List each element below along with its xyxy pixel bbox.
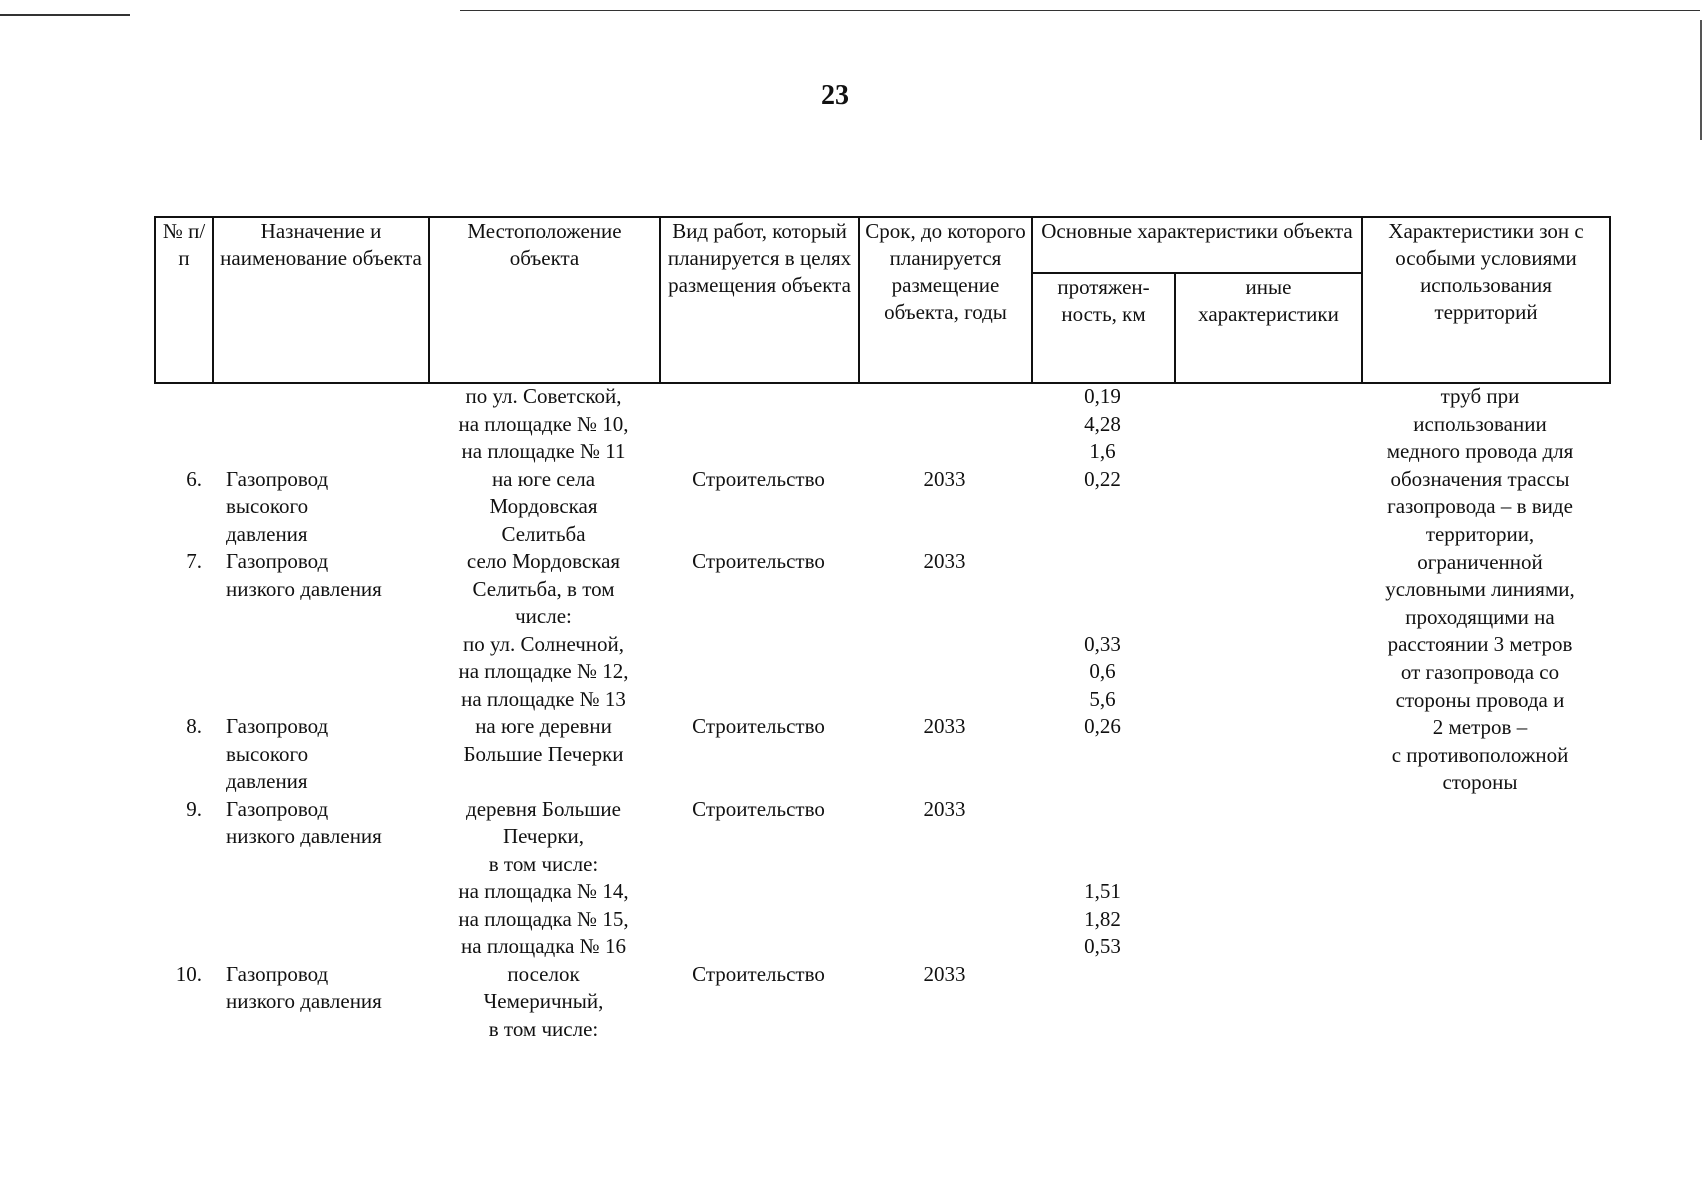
zone-line: использовании bbox=[1413, 411, 1547, 436]
header-zones: Характеристики зон с особыми условиями использования территорий bbox=[1362, 217, 1610, 383]
row-number bbox=[154, 411, 212, 439]
row-work-type: Строительство bbox=[692, 961, 825, 986]
row-work-type bbox=[659, 933, 858, 961]
zone-line: условными линиями, bbox=[1385, 577, 1575, 602]
row-name bbox=[212, 933, 428, 961]
row-year bbox=[858, 686, 1031, 714]
table-header bbox=[154, 216, 1611, 384]
row-work-type bbox=[659, 658, 858, 686]
row-name bbox=[212, 1016, 428, 1044]
table-row bbox=[154, 548, 1174, 576]
row-number: 9. bbox=[186, 796, 202, 821]
table-row bbox=[154, 493, 1174, 521]
zone-line: обозначения трассы bbox=[1390, 466, 1570, 491]
row-length bbox=[1031, 851, 1174, 879]
table-row bbox=[154, 768, 1174, 796]
row-year bbox=[858, 878, 1031, 906]
zone-line: труб при bbox=[1440, 384, 1520, 408]
row-length: 1,6 bbox=[1089, 439, 1116, 463]
row-name bbox=[212, 878, 428, 906]
row-year: 2033 bbox=[923, 549, 966, 573]
header-deadline: Срок, до которого планируется размещение объекта, годы bbox=[859, 217, 1032, 383]
row-year bbox=[858, 493, 1031, 521]
row-length: 0,53 bbox=[1084, 934, 1121, 958]
row-year bbox=[858, 576, 1031, 604]
zone-line: ограниченной bbox=[1417, 549, 1543, 574]
row-length: 0,19 bbox=[1084, 384, 1121, 408]
row-number: 10. bbox=[175, 961, 202, 986]
row-year bbox=[858, 521, 1031, 549]
row-work-type bbox=[659, 878, 858, 906]
row-number bbox=[154, 988, 212, 1016]
row-number: 6. bbox=[186, 466, 202, 491]
scan-edge-top-left bbox=[0, 14, 130, 16]
row-location bbox=[428, 768, 659, 796]
row-work-type bbox=[659, 521, 858, 549]
row-length bbox=[1031, 741, 1174, 769]
table-row bbox=[154, 988, 1174, 1016]
row-location: на юге села bbox=[491, 466, 596, 491]
header-length: протяжен-ность, км bbox=[1032, 273, 1175, 383]
row-number bbox=[154, 1016, 212, 1044]
row-year bbox=[858, 906, 1031, 934]
row-length: 0,26 bbox=[1084, 714, 1121, 738]
row-length bbox=[1031, 521, 1174, 549]
row-location: на площадке № 13 bbox=[461, 686, 626, 711]
row-location: на площадке № 12, bbox=[458, 659, 629, 683]
row-number bbox=[154, 383, 212, 411]
row-year: 2033 bbox=[923, 961, 966, 986]
row-length bbox=[1031, 548, 1174, 576]
zone-line: с противоположной bbox=[1391, 742, 1569, 767]
scan-edge-top bbox=[460, 10, 1700, 11]
header-main-characteristics: Основные характеристики объекта bbox=[1032, 217, 1362, 273]
row-name: Газопровод bbox=[226, 714, 329, 738]
row-name: давления bbox=[226, 769, 308, 793]
zone-line: стороны bbox=[1442, 770, 1518, 795]
row-year bbox=[858, 741, 1031, 769]
table-row bbox=[154, 658, 1174, 686]
row-location: Большие Печерки bbox=[463, 741, 624, 766]
row-location: на площадка № 15, bbox=[458, 906, 629, 931]
row-work-type bbox=[659, 851, 858, 879]
row-year bbox=[858, 988, 1031, 1016]
row-location: Селитьба bbox=[501, 521, 586, 546]
row-work-type bbox=[659, 823, 858, 851]
row-year bbox=[858, 658, 1031, 686]
row-number bbox=[154, 933, 212, 961]
row-work-type bbox=[659, 603, 858, 631]
row-work-type bbox=[659, 631, 858, 659]
table-row bbox=[154, 576, 1174, 604]
row-number bbox=[154, 768, 212, 796]
row-work-type bbox=[659, 988, 858, 1016]
row-work-type bbox=[659, 1016, 858, 1044]
row-name: низкого давления bbox=[226, 989, 382, 1013]
row-location: в том числе: bbox=[488, 1016, 599, 1041]
row-name: Газопровод bbox=[226, 466, 329, 491]
row-year bbox=[858, 411, 1031, 439]
row-work-type: Строительство bbox=[692, 714, 825, 738]
table-row bbox=[154, 933, 1174, 961]
row-location: на площадке № 11 bbox=[461, 439, 626, 463]
row-year bbox=[858, 768, 1031, 796]
table-row bbox=[154, 521, 1174, 549]
row-number bbox=[154, 658, 212, 686]
zone-line: расстоянии 3 метров bbox=[1387, 632, 1573, 657]
row-name: Газопровод bbox=[226, 796, 329, 821]
table-row bbox=[154, 1016, 1174, 1044]
row-number bbox=[154, 686, 212, 714]
row-year bbox=[858, 631, 1031, 659]
row-name bbox=[212, 658, 428, 686]
row-work-type: Строительство bbox=[692, 796, 825, 821]
row-location: числе: bbox=[515, 604, 572, 628]
row-location: на юге деревни bbox=[475, 714, 612, 738]
row-number bbox=[154, 741, 212, 769]
row-location: Печерки, bbox=[502, 824, 585, 848]
row-name bbox=[212, 851, 428, 879]
row-length bbox=[1031, 961, 1174, 989]
row-length: 4,28 bbox=[1084, 411, 1121, 436]
table-row bbox=[154, 438, 1174, 466]
row-number bbox=[154, 823, 212, 851]
row-name bbox=[212, 411, 428, 439]
row-year bbox=[858, 823, 1031, 851]
row-year bbox=[858, 1016, 1031, 1044]
header-name: Назначение и наименование объекта bbox=[213, 217, 429, 383]
row-name: давления bbox=[226, 521, 308, 546]
row-name bbox=[212, 631, 428, 659]
header-num: № п/п bbox=[155, 217, 213, 383]
row-year: 2033 bbox=[923, 714, 966, 738]
row-name: высокого bbox=[226, 741, 309, 766]
row-number bbox=[154, 878, 212, 906]
row-length bbox=[1031, 1016, 1174, 1044]
table-row bbox=[154, 796, 1174, 824]
row-length: 0,33 bbox=[1084, 631, 1121, 656]
row-length bbox=[1031, 493, 1174, 521]
zone-line: медного провода для bbox=[1386, 439, 1574, 464]
row-work-type bbox=[659, 768, 858, 796]
row-number bbox=[154, 603, 212, 631]
row-year: 2033 bbox=[923, 796, 966, 821]
row-number bbox=[154, 438, 212, 466]
row-location: по ул. Советской, bbox=[465, 384, 622, 408]
row-location: на площадка № 16 bbox=[461, 934, 626, 958]
row-location: Селитьба, в том bbox=[472, 576, 615, 601]
row-location: Мордовская bbox=[489, 494, 598, 518]
row-work-type: Строительство bbox=[692, 466, 825, 491]
row-number: 8. bbox=[186, 714, 202, 738]
table-row bbox=[154, 411, 1174, 439]
row-location: на площадка № 14, bbox=[458, 879, 629, 903]
row-location: Чемеричный, bbox=[483, 989, 604, 1013]
table-body bbox=[154, 383, 1174, 1043]
row-length: 1,51 bbox=[1084, 879, 1121, 903]
row-name: Газопровод bbox=[226, 549, 329, 573]
row-year: 2033 bbox=[923, 466, 966, 491]
row-work-type bbox=[659, 686, 858, 714]
table-row bbox=[154, 631, 1174, 659]
table-row bbox=[154, 961, 1174, 989]
row-year bbox=[858, 603, 1031, 631]
row-work-type bbox=[659, 438, 858, 466]
table-row bbox=[154, 466, 1174, 494]
row-number bbox=[154, 493, 212, 521]
zone-line: от газопровода со bbox=[1400, 659, 1560, 684]
table-row bbox=[154, 603, 1174, 631]
row-location: поселок bbox=[507, 961, 580, 986]
row-name bbox=[212, 438, 428, 466]
row-length bbox=[1031, 796, 1174, 824]
row-location: по ул. Солнечной, bbox=[462, 631, 625, 656]
row-year bbox=[858, 933, 1031, 961]
row-work-type bbox=[659, 906, 858, 934]
row-name: низкого давления bbox=[226, 576, 382, 601]
table-row bbox=[154, 686, 1174, 714]
row-work-type: Строительство bbox=[692, 549, 825, 573]
row-length: 0,22 bbox=[1084, 466, 1121, 491]
table-row bbox=[154, 713, 1174, 741]
row-number bbox=[154, 631, 212, 659]
row-length bbox=[1031, 988, 1174, 1016]
table-row bbox=[154, 823, 1174, 851]
table-row bbox=[154, 741, 1174, 769]
row-location: деревня Большие bbox=[466, 796, 621, 821]
zone-line: 2 метров – bbox=[1432, 715, 1528, 740]
table-row bbox=[154, 878, 1174, 906]
zones-text bbox=[1360, 383, 1600, 797]
zone-line: стороны провода и bbox=[1395, 687, 1565, 712]
row-year bbox=[858, 438, 1031, 466]
row-length bbox=[1031, 603, 1174, 631]
row-name bbox=[212, 686, 428, 714]
row-number bbox=[154, 576, 212, 604]
zone-line: территории, bbox=[1425, 521, 1535, 546]
table-row bbox=[154, 851, 1174, 879]
header-location: Местоположение объекта bbox=[429, 217, 660, 383]
scan-edge-right bbox=[1700, 20, 1702, 140]
page-number: 23 bbox=[821, 80, 849, 111]
row-name bbox=[212, 603, 428, 631]
table-row bbox=[154, 906, 1174, 934]
row-length: 0,6 bbox=[1089, 659, 1116, 683]
header-other: иные характеристики bbox=[1175, 273, 1362, 383]
zone-line: проходящими на bbox=[1405, 604, 1555, 629]
table-row bbox=[154, 383, 1174, 411]
row-number bbox=[154, 906, 212, 934]
row-name: Газопровод bbox=[226, 961, 329, 986]
row-number bbox=[154, 521, 212, 549]
header-work-type: Вид работ, который планируется в целях размещения объекта bbox=[660, 217, 859, 383]
row-location: в том числе: bbox=[488, 851, 599, 876]
row-work-type bbox=[659, 741, 858, 769]
zone-line: газопровода – в виде bbox=[1387, 494, 1573, 519]
row-length bbox=[1031, 823, 1174, 851]
row-location: на площадке № 10, bbox=[458, 411, 629, 436]
row-name bbox=[212, 906, 428, 934]
row-work-type bbox=[659, 576, 858, 604]
row-work-type bbox=[659, 411, 858, 439]
row-work-type bbox=[659, 493, 858, 521]
row-year bbox=[858, 851, 1031, 879]
row-number: 7. bbox=[186, 549, 202, 573]
row-year bbox=[858, 383, 1031, 411]
row-length: 5,6 bbox=[1089, 686, 1116, 711]
row-length bbox=[1031, 576, 1174, 604]
row-length: 1,82 bbox=[1084, 906, 1121, 931]
row-number bbox=[154, 851, 212, 879]
row-name: высокого bbox=[226, 494, 309, 518]
row-name bbox=[212, 383, 428, 411]
row-name: низкого давления bbox=[226, 824, 382, 848]
row-work-type bbox=[659, 383, 858, 411]
row-location: село Мордовская bbox=[466, 549, 621, 573]
row-length bbox=[1031, 768, 1174, 796]
